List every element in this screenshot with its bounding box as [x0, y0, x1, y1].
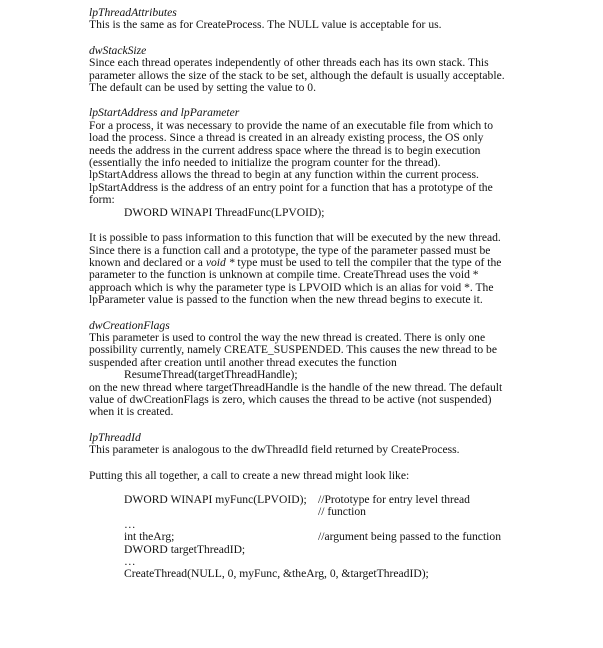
section-lpstartaddress — [89, 107, 529, 219]
text-line: form: — [89, 193, 115, 207]
code-comment: //Prototype for entry level thread — [318, 493, 470, 506]
text-fragment: type must be used to tell the compiler that the type of the — [234, 255, 502, 269]
code-comment-continuation: // function — [318, 505, 366, 519]
text-line: approach which is why the parameter type is LPVOID which is an alias for void *. The — [89, 280, 494, 294]
text-line: parameter allows the size of the stack to be set, although the default is usually acceptable. — [89, 68, 505, 82]
code-createthread-call: CreateThread(NULL, 0, myFunc, &theArg, 0, &targetThreadID); — [124, 567, 429, 581]
param-name: lpStartAddress and lpParameter — [89, 106, 240, 120]
section-summary — [89, 470, 529, 581]
code-threadfunc-prototype: DWORD WINAPI ThreadFunc(LPVOID); — [124, 205, 325, 219]
text-line: on the new thread where targetThreadHandle is the handle of the new thread. The default — [89, 380, 503, 394]
code-ellipsis: … — [124, 517, 136, 531]
text-line: lpStartAddress is the address of an entry point for a function that has a prototype of the — [89, 180, 493, 194]
param-name: lpThreadId — [89, 430, 141, 444]
code-targetthreadid-declaration: DWORD targetThreadID; — [124, 542, 246, 556]
text-line: Since each thread operates independently of other threads each has its own stack. This — [89, 56, 489, 70]
code-comment: //argument being passed to the function — [318, 530, 501, 544]
text-fragment: known and declared or a — [89, 255, 206, 269]
summary-intro: Putting this all together, a call to create a new thread might look like: — [89, 468, 410, 482]
section-parameter-explanation — [89, 232, 529, 306]
text-line: needs the address in the current address space where the thread is to begin execution — [89, 143, 481, 157]
text-line: The default can be used by setting the value to 0. — [89, 81, 316, 95]
section-dwcreationflags — [89, 320, 529, 419]
code-myfunc-prototype: DWORD WINAPI myFunc(LPVOID); — [124, 493, 307, 506]
code-thearg-declaration: int theArg; — [124, 530, 175, 544]
code-myfunc-prototype-row — [89, 494, 529, 506]
text-line: It is possible to pass information to this function that will be executed by the new thread. — [89, 231, 501, 245]
text-line: parameter to the function is unknown at compile time. CreateThread uses the void * — [89, 268, 479, 282]
text-line: lpStartAddress allows the thread to begin at any function within the current process. — [89, 168, 479, 182]
text-line: This is the same as for CreateProcess. The NULL value is acceptable for us. — [89, 18, 442, 32]
text-line: load the process. Since a thread is created in an already existing process, the OS only — [89, 131, 484, 145]
section-lpthreadid — [89, 432, 529, 457]
text-line: Since there is a function call and a prototype, the type of the parameter passed must be — [89, 243, 491, 257]
text-line: when it is created. — [89, 405, 174, 419]
text-line: This parameter is used to control the way the new thread is created. There is only one — [89, 330, 486, 344]
param-name: dwCreationFlags — [89, 318, 170, 332]
code-thearg-row — [89, 531, 529, 543]
text-line: This parameter is analogous to the dwThreadId field returned by CreateProcess. — [89, 443, 460, 457]
section-lpthreadattributes — [89, 7, 529, 32]
text-line: possibility currently, namely CREATE_SUSPENDED. This causes the new thread to be — [89, 343, 497, 357]
section-dwstacksize — [89, 45, 529, 95]
text-line: (essentially the info needed to initialize the program counter for the thread). — [89, 156, 441, 170]
document-body — [89, 7, 529, 594]
text-line: value of dwCreationFlags is zero, which causes the thread to be active (not suspended) — [89, 392, 492, 406]
param-name: lpThreadAttributes — [89, 6, 177, 19]
text-line: lpParameter value is passed to the function when the new thread begins to execute it. — [89, 293, 483, 307]
void-pointer-term: void * — [205, 255, 235, 269]
text-line: suspended after creation until another thread executes the function — [89, 355, 397, 369]
code-resumethread: ResumeThread(targetThreadHandle); — [124, 368, 298, 382]
param-name: dwStackSize — [89, 43, 147, 57]
code-ellipsis: … — [124, 555, 136, 569]
text-line: For a process, it was necessary to provide the name of an executable file from which to — [89, 118, 494, 132]
